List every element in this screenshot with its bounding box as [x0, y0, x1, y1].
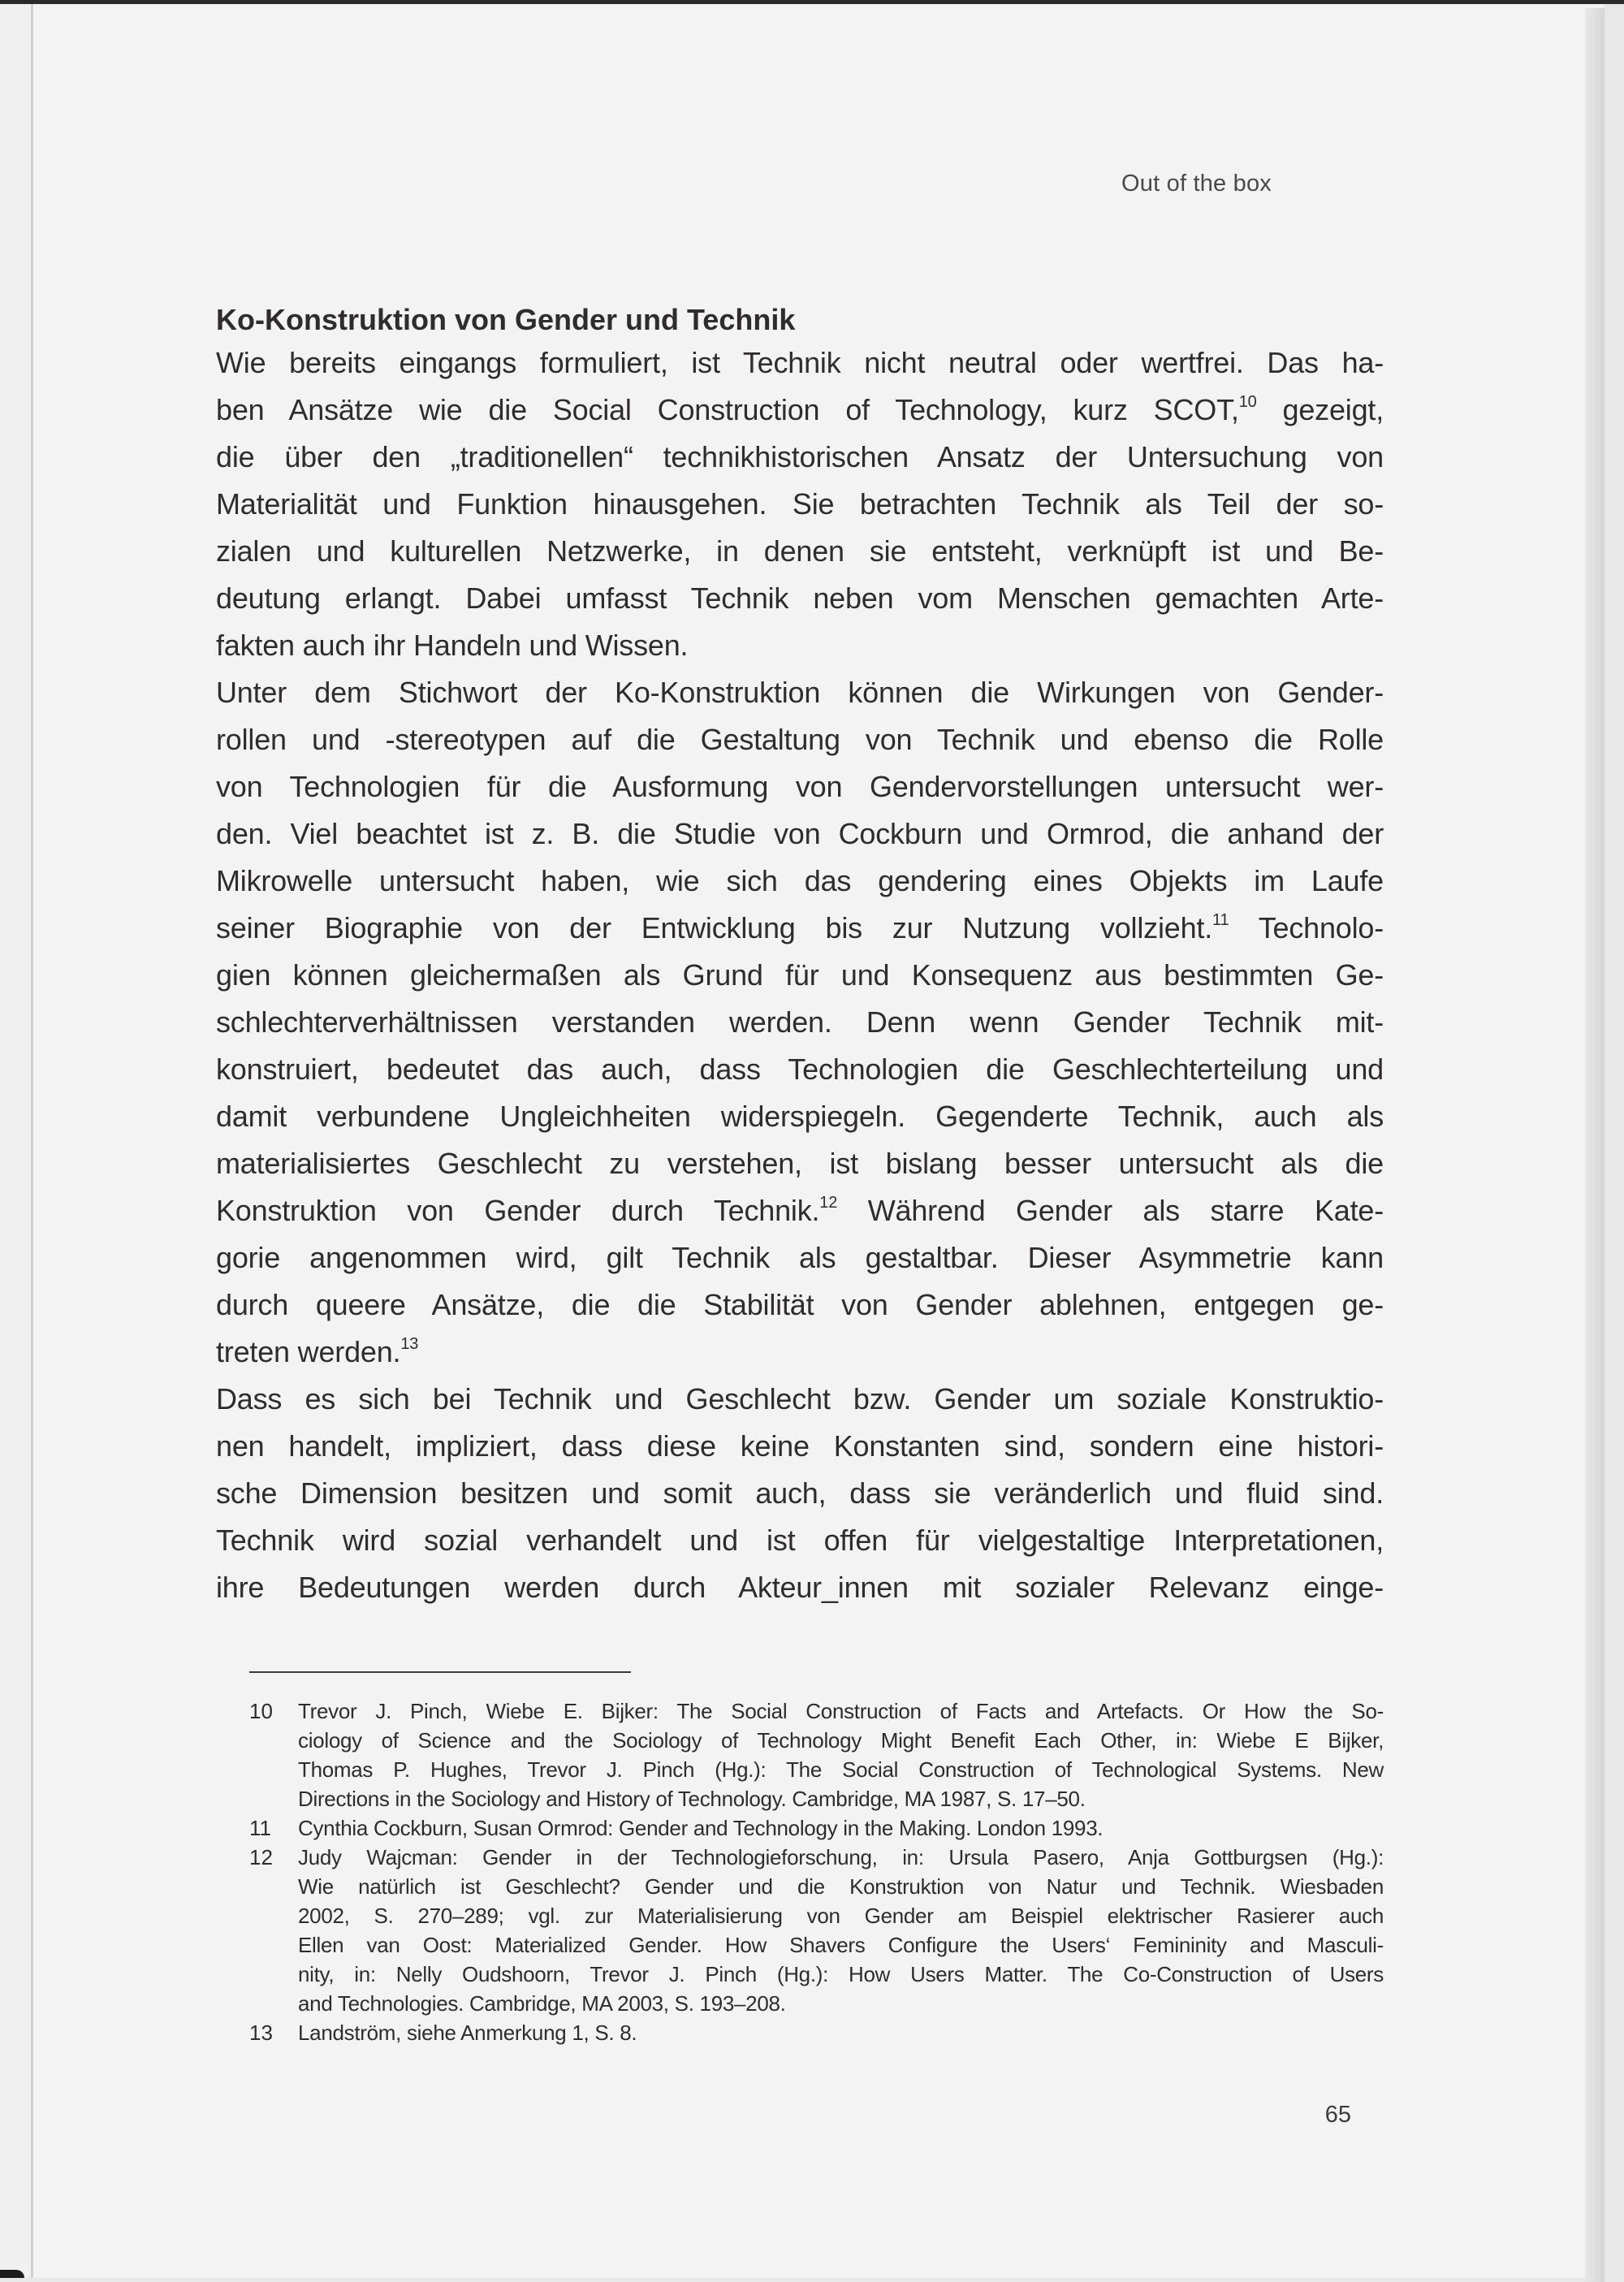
body-line-text: seiner Biographie von der Entwicklung bis zur Nutzung vollzieht. [216, 911, 1213, 944]
body-line [216, 1329, 1384, 1376]
body-line [216, 858, 1384, 905]
body-line [216, 763, 1384, 810]
body-line [216, 1423, 1384, 1470]
body-line-text: konstruiert, bedeutet das auch, dass Technologien die Geschlechterteilung und [216, 1052, 1384, 1086]
body-line [216, 669, 1384, 716]
body-line [216, 716, 1384, 763]
body-line [216, 1376, 1384, 1423]
body-line-text: ben Ansätze wie die Social Construction of Technology, kurz SCOT, [216, 393, 1239, 426]
footnote-line: Thomas P. Hughes, Trevor J. Pinch (Hg.): The Social Construction of Technological Systems. New [298, 1757, 1384, 1782]
footnote-line: Judy Wajcman: Gender in der Technologieforschung, in: Ursula Pasero, Anja Gottburgsen (Hg.): [298, 1845, 1384, 1869]
page-number: 65 [1324, 2102, 1351, 2128]
footnote-text [298, 1843, 1384, 2018]
footnote-text [298, 1696, 1384, 1813]
body-line [216, 1140, 1384, 1187]
footnote-line: and Technologies. Cambridge, MA 2003, S. 193–208. [298, 1991, 786, 2016]
footnote-line: Wie natürlich ist Geschlecht? Gender und die Konstruktion von Natur und Technik. Wiesbaden [298, 1874, 1384, 1899]
footnote-number: 11 [249, 1816, 271, 1840]
body-line [216, 481, 1384, 528]
body-line [216, 434, 1384, 481]
footnote-text [298, 1813, 1384, 1843]
footnote-line: Trevor J. Pinch, Wiebe E. Bijker: The Social Construction of Facts and Artefacts. Or How the So- [298, 1699, 1384, 1723]
footnote-line: Directions in the Sociology and History of Technology. Cambridge, MA 1987, S. 17–50. [298, 1787, 1086, 1811]
body-line-text: gorie angenommen wird, gilt Technik als gestaltbar. Dieser Asymmetrie kann [216, 1241, 1384, 1274]
body-line [216, 622, 1384, 669]
body-line-text: gien können gleichermaßen als Grund für und Konsequenz aus bestimmten Ge- [216, 958, 1384, 992]
footnotes [249, 1696, 1384, 2047]
body-line-text: Technik wird sozial verhandelt und ist offen für vielgestaltige Interpretationen, [216, 1523, 1384, 1557]
body-line-text: nen handelt, impliziert, dass diese keine Konstanten sind, sondern eine histori- [216, 1429, 1384, 1463]
body-line [216, 387, 1384, 434]
body-line-text: schlechterverhältnissen verstanden werden. Denn wenn Gender Technik mit- [216, 1005, 1384, 1039]
footnote-separator [249, 1671, 631, 1673]
body-line-text: den. Viel beachtet ist z. B. die Studie von Cockburn und Ormrod, die anhand der [216, 817, 1384, 850]
section-heading: Ko-Konstruktion von Gender und Technik [216, 303, 796, 336]
body-line-text: treten werden. [216, 1335, 401, 1368]
body-line-text: fakten auch ihr Handeln und Wissen. [216, 629, 689, 662]
body-line-text: Während Gender als starre Kate- [837, 1194, 1384, 1227]
body-line [216, 999, 1384, 1046]
body-line-text: rollen und -stereotypen auf die Gestaltung von Technik und ebenso die Rolle [216, 723, 1384, 756]
body-line-text: damit verbundene Ungleichheiten widerspiegeln. Gegenderte Technik, auch als [216, 1100, 1384, 1133]
body-line [216, 1234, 1384, 1281]
body-line-text: Materialität und Funktion hinausgehen. Sie betrachten Technik als Teil der so- [216, 487, 1384, 521]
body-line [216, 1517, 1384, 1564]
body-line [216, 339, 1384, 387]
body-line-text: zialen und kulturellen Netzwerke, in denen sie entsteht, verknüpft ist und Be- [216, 534, 1384, 568]
footnote [249, 2018, 1384, 2047]
book-page [33, 4, 1605, 2278]
body-line-text: Mikrowelle untersucht haben, wie sich das gendering eines Objekts im Laufe [216, 864, 1384, 897]
footnote-number: 13 [249, 2021, 273, 2045]
body-line [216, 528, 1384, 575]
footnote-reference[interactable]: 12 [819, 1194, 838, 1212]
body-line-text: Technolo- [1229, 911, 1384, 944]
footnote-text [298, 2018, 1384, 2047]
body-line [216, 1281, 1384, 1329]
footnote-line: nity, in: Nelly Oudshoorn, Trevor J. Pinch (Hg.): How Users Matter. The Co-Construction of Users [298, 1962, 1384, 1986]
footnote [249, 1813, 1384, 1843]
footnote-line: 2002, S. 270–289; vgl. zur Materialisierung von Gender am Beispiel elektrischer Rasierer auch [298, 1904, 1384, 1928]
footnote-reference[interactable]: 13 [400, 1335, 419, 1353]
body-line-text: die über den „traditionellen“ technikhistorischen Ansatz der Untersuchung von [216, 440, 1384, 473]
body-line [216, 1564, 1384, 1611]
page-edge-shadow [1585, 8, 1605, 2282]
footnote-number: 12 [249, 1845, 273, 1869]
book-gutter [0, 4, 33, 2278]
body-line [216, 1187, 1384, 1234]
body-line-text: von Technologien für die Ausformung von Gendervorstellungen untersucht wer- [216, 770, 1384, 803]
footnote-reference[interactable]: 11 [1212, 911, 1229, 929]
scan-corner [0, 2270, 24, 2278]
body-text [216, 339, 1384, 1611]
body-line-text: deutung erlangt. Dabei umfasst Technik neben vom Menschen gemachten Arte- [216, 581, 1384, 615]
body-line [216, 1046, 1384, 1093]
body-line [216, 952, 1384, 999]
body-line-text: gezeigt, [1256, 393, 1384, 426]
footnote-line: Cynthia Cockburn, Susan Ormrod: Gender and Technology in the Making. London 1993. [298, 1816, 1104, 1840]
body-line [216, 575, 1384, 622]
footnote [249, 1843, 1384, 2018]
body-line [216, 905, 1384, 952]
body-line-text: durch queere Ansätze, die die Stabilität von Gender ablehnen, entgegen ge- [216, 1288, 1384, 1321]
body-line [216, 1470, 1384, 1517]
body-line-text: Dass es sich bei Technik und Geschlecht bzw. Gender um soziale Konstruktio- [216, 1382, 1384, 1415]
body-line-text: Konstruktion von Gender durch Technik. [216, 1194, 820, 1227]
footnote [249, 1696, 1384, 1813]
body-line-text: ihre Bedeutungen werden durch Akteur_innen mit sozialer Relevanz einge- [216, 1571, 1384, 1604]
footnote-reference[interactable]: 10 [1238, 393, 1257, 411]
body-line [216, 1093, 1384, 1140]
body-line-text: Wie bereits eingangs formuliert, ist Technik nicht neutral oder wertfrei. Das ha- [216, 346, 1384, 379]
body-line-text: sche Dimension besitzen und somit auch, dass sie veränderlich und fluid sind. [216, 1476, 1384, 1510]
running-head: Out of the box [1121, 171, 1272, 197]
footnote-line: ciology of Science and the Sociology of Technology Might Benefit Each Other, in: Wiebe E Bijker, [298, 1728, 1384, 1753]
footnote-line: Ellen van Oost: Materialized Gender. How Shavers Configure the Users‘ Femininity and Masculi- [298, 1933, 1384, 1957]
body-line-text: Unter dem Stichwort der Ko-Konstruktion können die Wirkungen von Gender- [216, 676, 1384, 709]
footnote-number: 10 [249, 1699, 273, 1723]
footnote-line: Landström, siehe Anmerkung 1, S. 8. [298, 2021, 637, 2045]
body-line [216, 810, 1384, 858]
body-line-text: materialisiertes Geschlecht zu verstehen, ist bislang besser untersucht als die [216, 1147, 1384, 1180]
